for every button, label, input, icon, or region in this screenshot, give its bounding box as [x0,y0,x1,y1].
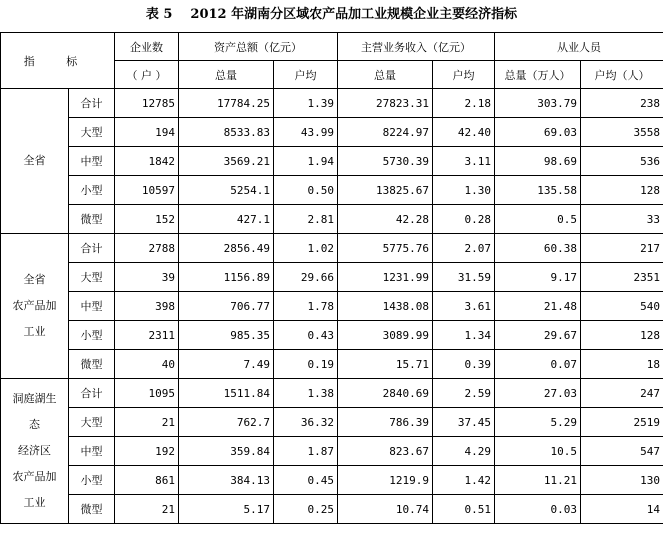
asset-total-cell: 2856.49 [179,234,274,263]
table-caption: 2012 年湖南分区域农产品加工业规模企业主要经济指标 [190,7,518,22]
employees-avg-cell: 540 [581,292,663,321]
header-revenue-avg: 户均 [433,61,495,89]
revenue-total-cell: 2840.69 [338,379,433,408]
table-row [1,437,663,466]
asset-total-cell: 359.84 [179,437,274,466]
header-assets: 资产总额（亿元） [179,33,338,61]
header-asset-avg: 户均 [274,61,338,89]
revenue-avg-cell: 2.59 [433,379,495,408]
region-group-label [1,379,69,524]
revenue-total-cell: 10.74 [338,495,433,524]
table-title [0,0,663,30]
asset-total-cell: 427.1 [179,205,274,234]
revenue-avg-cell: 1.42 [433,466,495,495]
asset-avg-cell: 29.66 [274,263,338,292]
employees-total-cell: 11.21 [495,466,581,495]
employees-avg-cell: 18 [581,350,663,379]
asset-avg-cell: 1.94 [274,147,338,176]
asset-avg-cell: 1.87 [274,437,338,466]
asset-avg-cell: 1.39 [274,89,338,118]
asset-avg-cell: 0.43 [274,321,338,350]
table-row [1,466,663,495]
region-label-line: 全省 [23,273,46,286]
revenue-avg-cell: 0.51 [433,495,495,524]
asset-avg-cell: 2.81 [274,205,338,234]
revenue-total-cell: 3089.99 [338,321,433,350]
enterprise-count-cell: 2311 [115,321,179,350]
employees-total-cell: 27.03 [495,379,581,408]
table-row [1,379,663,408]
region-label-line: 态 [29,418,40,431]
table-number: 表 5 [145,7,173,22]
employees-avg-cell: 247 [581,379,663,408]
asset-total-cell: 1511.84 [179,379,274,408]
asset-total-cell: 7.49 [179,350,274,379]
employees-avg-cell: 130 [581,466,663,495]
enterprise-count-cell: 1095 [115,379,179,408]
revenue-total-cell: 5730.39 [338,147,433,176]
revenue-avg-cell: 37.45 [433,408,495,437]
table-row [1,234,663,263]
employees-total-cell: 303.79 [495,89,581,118]
region-label-line: 洞庭湖生 [12,392,57,405]
enterprise-count-cell: 21 [115,408,179,437]
employees-total-cell: 5.29 [495,408,581,437]
table-row [1,118,663,147]
employees-avg-cell: 14 [581,495,663,524]
revenue-avg-cell: 1.30 [433,176,495,205]
revenue-total-cell: 15.71 [338,350,433,379]
asset-total-cell: 5.17 [179,495,274,524]
asset-avg-cell: 0.25 [274,495,338,524]
asset-total-cell: 17784.25 [179,89,274,118]
employees-avg-cell: 2519 [581,408,663,437]
employees-total-cell: 9.17 [495,263,581,292]
employees-avg-cell: 2351 [581,263,663,292]
revenue-avg-cell: 31.59 [433,263,495,292]
enterprise-count-cell: 398 [115,292,179,321]
table-row [1,147,663,176]
employees-avg-cell: 217 [581,234,663,263]
employees-total-cell: 0.5 [495,205,581,234]
asset-total-cell: 5254.1 [179,176,274,205]
region-group-label [1,89,69,234]
enterprise-size-label: 微型 [69,205,115,234]
employees-total-cell: 0.07 [495,350,581,379]
header-indicator: 指 标 [1,33,115,89]
enterprise-size-label: 中型 [69,292,115,321]
table-row [1,350,663,379]
region-group-label [1,234,69,379]
revenue-avg-cell: 2.07 [433,234,495,263]
employees-avg-cell: 128 [581,321,663,350]
employees-total-cell: 0.03 [495,495,581,524]
enterprise-size-label: 小型 [69,466,115,495]
employees-total-cell: 98.69 [495,147,581,176]
revenue-avg-cell: 1.34 [433,321,495,350]
enterprise-count-cell: 39 [115,263,179,292]
enterprise-size-label: 中型 [69,437,115,466]
revenue-avg-cell: 4.29 [433,437,495,466]
revenue-total-cell: 786.39 [338,408,433,437]
asset-total-cell: 8533.83 [179,118,274,147]
table-row [1,176,663,205]
table-row [1,263,663,292]
asset-avg-cell: 0.45 [274,466,338,495]
asset-total-cell: 1156.89 [179,263,274,292]
asset-avg-cell: 0.19 [274,350,338,379]
asset-total-cell: 384.13 [179,466,274,495]
revenue-avg-cell: 0.39 [433,350,495,379]
enterprise-size-label: 小型 [69,176,115,205]
employees-avg-cell: 128 [581,176,663,205]
asset-avg-cell: 0.50 [274,176,338,205]
employees-avg-cell: 547 [581,437,663,466]
table-row [1,89,663,118]
economic-indicators-table [0,32,663,524]
region-label-line: 经济区 [18,444,51,457]
header-row-1 [1,33,663,61]
enterprise-size-label: 小型 [69,321,115,350]
enterprise-count-cell: 10597 [115,176,179,205]
employees-total-cell: 60.38 [495,234,581,263]
table-body [1,89,663,524]
enterprise-size-label: 微型 [69,350,115,379]
enterprise-count-cell: 40 [115,350,179,379]
table-row [1,292,663,321]
revenue-avg-cell: 3.11 [433,147,495,176]
revenue-total-cell: 1438.08 [338,292,433,321]
header-revenue-total: 总量 [338,61,433,89]
employees-avg-cell: 33 [581,205,663,234]
header-revenue: 主营业务收入（亿元） [338,33,495,61]
enterprise-size-label: 大型 [69,118,115,147]
enterprise-size-label: 合计 [69,89,115,118]
asset-avg-cell: 1.02 [274,234,338,263]
revenue-total-cell: 1231.99 [338,263,433,292]
header-enterprise-unit: （ 户 ） [115,61,179,89]
region-label-line: 工业 [23,496,46,509]
enterprise-count-cell: 2788 [115,234,179,263]
revenue-total-cell: 8224.97 [338,118,433,147]
asset-avg-cell: 36.32 [274,408,338,437]
employees-total-cell: 69.03 [495,118,581,147]
enterprise-count-cell: 194 [115,118,179,147]
asset-total-cell: 3569.21 [179,147,274,176]
asset-avg-cell: 1.38 [274,379,338,408]
asset-total-cell: 706.77 [179,292,274,321]
asset-avg-cell: 43.99 [274,118,338,147]
region-label-line: 农产品加 [12,299,57,312]
revenue-total-cell: 1219.9 [338,466,433,495]
enterprise-count-cell: 1842 [115,147,179,176]
header-enterprise-count: 企业数 [115,33,179,61]
revenue-avg-cell: 3.61 [433,292,495,321]
revenue-total-cell: 42.28 [338,205,433,234]
asset-total-cell: 985.35 [179,321,274,350]
employees-total-cell: 10.5 [495,437,581,466]
region-label-line: 全省 [23,154,46,167]
enterprise-count-cell: 192 [115,437,179,466]
revenue-avg-cell: 2.18 [433,89,495,118]
employees-avg-cell: 238 [581,89,663,118]
header-employees-total: 总量（万人） [495,61,581,89]
asset-avg-cell: 1.78 [274,292,338,321]
header-asset-total: 总量 [179,61,274,89]
enterprise-size-label: 合计 [69,379,115,408]
employees-total-cell: 135.58 [495,176,581,205]
region-label-line: 工业 [23,325,46,338]
table-row [1,321,663,350]
enterprise-count-cell: 152 [115,205,179,234]
revenue-total-cell: 13825.67 [338,176,433,205]
employees-avg-cell: 536 [581,147,663,176]
enterprise-size-label: 微型 [69,495,115,524]
table-row [1,495,663,524]
employees-avg-cell: 3558 [581,118,663,147]
enterprise-count-cell: 12785 [115,89,179,118]
header-employees-avg: 户均（人） [581,61,663,89]
employees-total-cell: 21.48 [495,292,581,321]
region-label-line: 农产品加 [12,470,57,483]
employees-total-cell: 29.67 [495,321,581,350]
table-row [1,408,663,437]
header-employees: 从业人员 [495,33,663,61]
revenue-total-cell: 27823.31 [338,89,433,118]
enterprise-count-cell: 21 [115,495,179,524]
revenue-total-cell: 5775.76 [338,234,433,263]
table-row [1,205,663,234]
revenue-avg-cell: 0.28 [433,205,495,234]
enterprise-count-cell: 861 [115,466,179,495]
enterprise-size-label: 大型 [69,408,115,437]
enterprise-size-label: 合计 [69,234,115,263]
revenue-total-cell: 823.67 [338,437,433,466]
enterprise-size-label: 大型 [69,263,115,292]
asset-total-cell: 762.7 [179,408,274,437]
revenue-avg-cell: 42.40 [433,118,495,147]
enterprise-size-label: 中型 [69,147,115,176]
